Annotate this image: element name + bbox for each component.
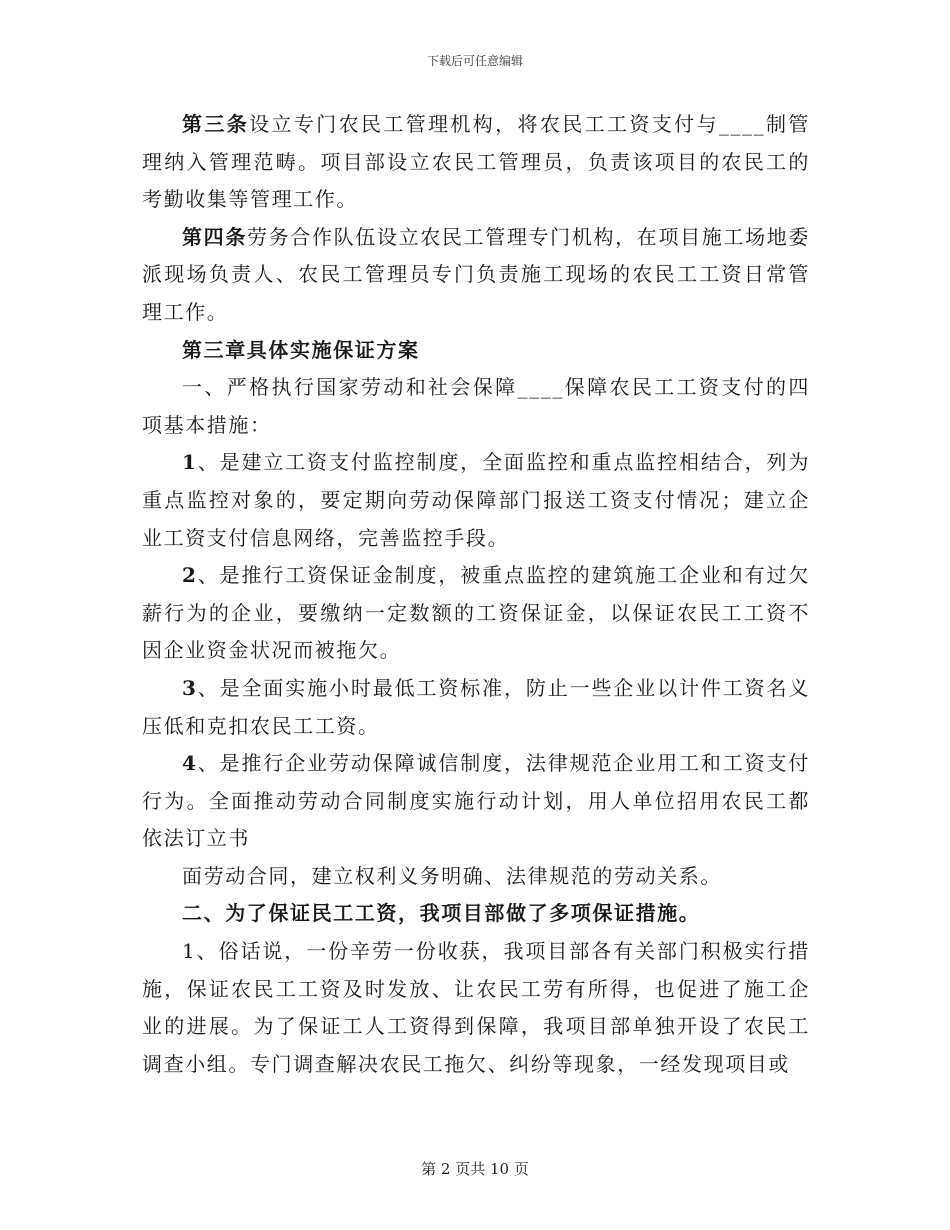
page-header: 下载后可任意编辑 — [426, 54, 523, 68]
article-label: 第四条 — [182, 224, 247, 249]
page-footer: 第 2 页共 10 页 — [421, 1160, 529, 1178]
article-3-paragraph — [142, 106, 810, 219]
chapter-title: 第三章具体实施保证方案 — [182, 337, 420, 362]
measure-4-continuation — [142, 858, 810, 896]
item-number: 2 — [182, 563, 198, 588]
paragraph-text: 面劳动合同，建立权利义务明确、法律规范的劳动关系。 — [182, 863, 722, 888]
document-body — [142, 106, 810, 1083]
section-one-paragraph — [142, 369, 810, 444]
paragraph-text: 一、严格执行国家劳动和社会保障____保障农民工工资支付的四项基本措施： — [142, 375, 810, 437]
paragraph-text: 1、俗话说，一份辛劳一份收获，我项目部各有关部门积极实行措施，保证农民工工资及时发放、让农民工劳有所得，也促进了施工企业的进展。为了保证工人工资得到保障，我项目部单独开设了农民工调查小组。专门调查解决农民工拖欠、纠纷等现象，一经发现项目或 — [142, 939, 810, 1076]
paragraph-text: 设立专门农民工管理机构，将农民工工资支付与____制管理纳入管理范畴。项目部设立农民工管理员，负责该项目的农民工的考勤收集等管理工作。 — [142, 112, 810, 212]
paragraph-text: 、是全面实施小时最低工资标准，防止一些企业以计件工资名义压低和克扣农民工工资。 — [142, 675, 810, 738]
article-label: 第三条 — [182, 112, 250, 136]
item-number: 4 — [182, 751, 198, 776]
section-title: 二、为了保证民工工资，我项目部做了多项保证措施。 — [182, 901, 701, 926]
section-two-heading — [142, 895, 810, 933]
measure-3-paragraph — [142, 670, 810, 745]
measure-1-paragraph — [142, 444, 810, 557]
paragraph-text: 、是建立工资支付监控制度，全面监控和重点监控相结合，列为重点监控对象的，要定期向劳动保障部门报送工资支付情况；建立企业工资支付信息网络，完善监控手段。 — [142, 450, 810, 550]
measure-2-paragraph — [142, 557, 810, 670]
paragraph-text: 、是推行企业劳动保障诚信制度，法律规范企业用工和工资支付行为。全面推动劳动合同制度实施行动计划，用人单位招用农民工都依法订立书 — [142, 751, 810, 851]
article-4-paragraph — [142, 219, 810, 332]
paragraph-text: 、是推行工资保证金制度，被重点监控的建筑施工企业和有过欠薪行为的企业，要缴纳一定数额的工资保证金，以保证农民工工资不因企业资金状况而被拖欠。 — [142, 563, 810, 663]
chapter-heading — [142, 332, 810, 370]
paragraph-text: 劳务合作队伍设立农民工管理专门机构，在项目施工场地委派现场负责人、农民工管理员专门负责施工现场的农民工工资日常管理工作。 — [142, 224, 810, 324]
measure-4-paragraph — [142, 745, 810, 858]
guarantee-1-paragraph — [142, 933, 810, 1083]
item-number: 3 — [182, 675, 198, 700]
item-number: 1 — [182, 450, 198, 475]
